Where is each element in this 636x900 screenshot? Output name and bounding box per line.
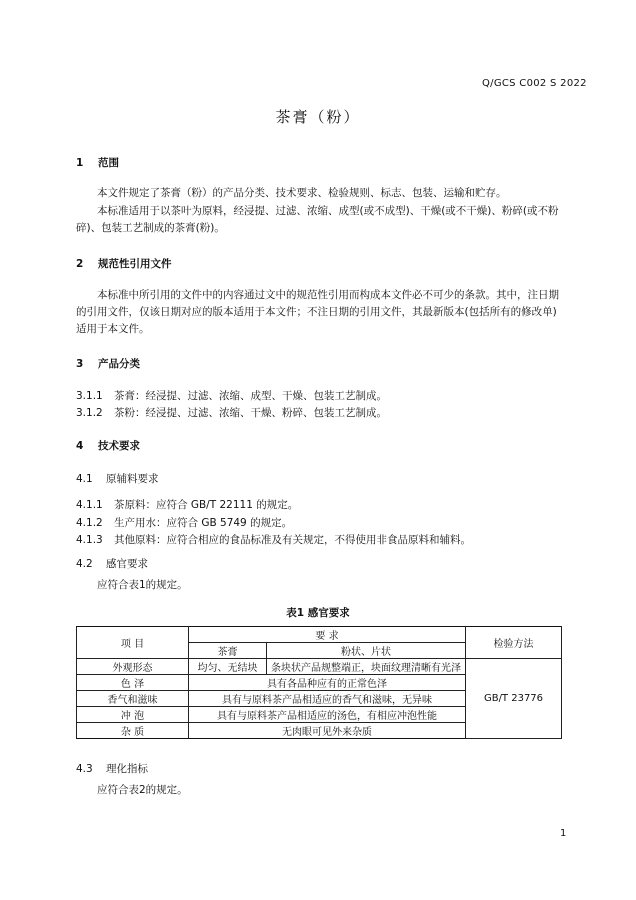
subsection-4-3-para: 应符合表2的规定。: [97, 784, 188, 796]
section-3-heading: [76, 356, 140, 371]
row-item: 冲 泡: [77, 707, 189, 723]
row-powder-value: 条块状产品规整端正，块面纹理清晰有光泽: [267, 659, 466, 675]
subsection-4-2-heading: [76, 556, 148, 571]
clause-4-1-2: [76, 515, 292, 530]
clause-number: 4.1.1: [76, 499, 103, 511]
clause-3-1-2: [76, 405, 387, 420]
clause-number: 4.1.3: [76, 534, 103, 546]
clause-number: 4.1.2: [76, 517, 103, 529]
section-title: 范围: [98, 157, 119, 169]
row-item: 外观形态: [77, 659, 189, 675]
document-title: 茶膏（粉）: [275, 108, 361, 126]
row-block-value: 均匀、无结块: [189, 659, 267, 675]
header-tea-powder: 粉状、片状: [267, 643, 466, 659]
standard-code: Q/GCS C002 S 2022: [482, 78, 587, 89]
clause-3-1-1: [76, 388, 387, 403]
section-number: 4: [76, 440, 84, 452]
row-item: 色 泽: [77, 675, 189, 691]
row-merged-value: 无肉眼可见外来杂质: [189, 723, 466, 739]
clause-text: 生产用水：应符合 GB 5749 的规定。: [114, 517, 293, 529]
section-number: 1: [76, 157, 84, 169]
subsection-number: 4.2: [76, 558, 93, 570]
table-1-caption: 表1 感官要求: [286, 607, 350, 619]
clause-4-1-3: [76, 532, 471, 547]
page-number: 1: [560, 828, 567, 839]
clause-text: 茶原料：应符合 GB/T 22111 的规定。: [114, 499, 299, 511]
section-number: 3: [76, 358, 84, 370]
subsection-4-1-heading: [76, 471, 159, 486]
row-merged-value: 具有与原料茶产品相适应的香气和滋味，无异味: [189, 691, 466, 707]
method-value: GB/T 23776: [466, 659, 562, 739]
section-1-para-2: 本标准适用于以茶叶为原料，经浸提、过滤、浓缩、成型(或不成型)、干燥(或不干燥)、粉碎(或不粉碎)、包装工艺制成的茶膏(粉)。: [76, 205, 559, 234]
section-title: 产品分类: [98, 358, 140, 370]
section-number: 2: [76, 258, 84, 270]
subsection-number: 4.1: [76, 473, 93, 485]
subsection-title: 理化指标: [106, 763, 148, 775]
header-method: 检验方法: [466, 627, 562, 659]
subsection-4-2-para: 应符合表1的规定。: [97, 579, 188, 591]
header-item: 项 目: [77, 627, 189, 659]
section-2-para-1: 本标准中所引用的文件中的内容通过文中的规范性引用而构成本文件必不可少的条款。其中，注日期的引用文件，仅该日期对应的版本适用于本文件；不注日期的引用文件，其最新版本(包括所有的修改单)适用于本文件。: [76, 289, 559, 335]
row-item: 杂 质: [77, 723, 189, 739]
clause-text: 其他原料：应符合相应的食品标准及有关规定，不得使用非食品原料和辅料。: [114, 534, 471, 546]
section-1-heading: [76, 155, 119, 170]
section-4-heading: [76, 438, 140, 453]
section-1-para-1: 本文件规定了茶膏（粉）的产品分类、技术要求、检验规则、标志、包装、运输和贮存。: [97, 187, 507, 199]
subsection-title: 感官要求: [106, 558, 148, 570]
clause-number: 3.1.1: [76, 390, 103, 402]
section-title: 技术要求: [98, 440, 140, 452]
clause-number: 3.1.2: [76, 407, 103, 419]
subsection-number: 4.3: [76, 763, 93, 775]
subsection-title: 原辅料要求: [106, 473, 159, 485]
row-item: 香气和滋味: [77, 691, 189, 707]
subsection-4-3-heading: [76, 761, 148, 776]
table-row: [77, 659, 562, 675]
sensory-requirements-table: [76, 626, 562, 739]
section-title: 规范性引用文件: [98, 258, 172, 270]
clause-text: 茶粉：经浸提、过滤、浓缩、干燥、粉碎、包装工艺制成。: [114, 407, 387, 419]
header-tea-block: 茶膏: [189, 643, 267, 659]
clause-4-1-1: [76, 497, 298, 512]
section-2-heading: [76, 256, 172, 271]
clause-text: 茶膏：经浸提、过滤、浓缩、成型、干燥、包装工艺制成。: [114, 390, 387, 402]
row-merged-value: 具有与原料茶产品相适应的汤色，有相应冲泡性能: [189, 707, 466, 723]
row-merged-value: 具有各品种应有的正常色泽: [189, 675, 466, 691]
header-requirement: 要 求: [189, 627, 466, 643]
